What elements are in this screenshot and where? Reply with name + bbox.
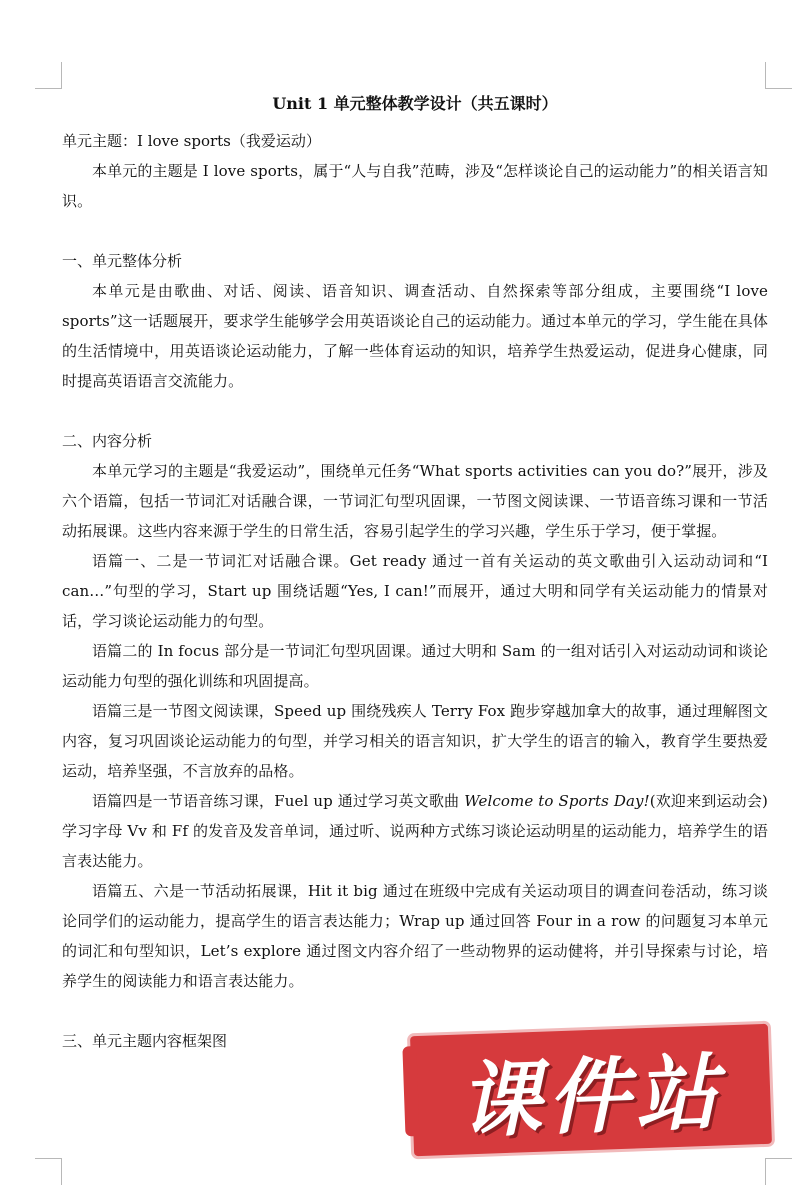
content-paragraph-5 [62,786,768,876]
paragraph-5-rest: (欢迎来到运动会)学习字母 Vv 和 Ff 的发音及发音单词，通过听、说两种方式练习谈论运动明星的运动能力，培养学生的语言表达能力。 [62,792,768,870]
page-corner-mark [765,62,792,89]
page-corner-mark [35,1158,62,1185]
content-paragraph-2: 语篇一、二是一节词汇对话融合课。Get ready 通过一首有关运动的英文歌曲引入运动动词和“I can…”句型的学习，Start up 围绕话题“Yes, I can!”而展开，通过大明和同学有关运动能力的情景对话，学习谈论运动能力的句型。 [62,552,768,630]
watermark-text: 课件站 [457,1044,725,1150]
unit-theme-line: 单元主题：I love sports（我爱运动） [62,132,321,150]
section-heading-analysis: 一、单元整体分析 [62,252,183,270]
song-title: Welcome to Sports Day! [464,792,650,810]
section-heading-framework: 三、单元主题内容框架图 [62,1032,228,1050]
content-paragraph-4: 语篇三是一节图文阅读课，Speed up 围绕残疾人 Terry Fox 跑步穿越加拿大的故事，通过理解图文内容，复习巩固谈论运动能力的句型，并学习相关的语言知识，扩大学生的语言的输入，教育学生要热爱运动，培养坚强，不言放弃的品格。 [62,702,768,780]
watermark-stamp [410,1024,772,1156]
content-paragraph-6: 语篇五、六是一节活动拓展课，Hit it big 通过在班级中完成有关运动项目的调查问卷活动，练习谈论同学们的运动能力，提高学生的语言表达能力；Wrap up 通过回答 Four in a row 的问题复习本单元的词汇和句型知识，Let’s explore 通过图文内容介绍了一些动物界的运动健将，并引导探索与讨论，培养学生的阅读能力和语言表达能力。 [62,882,768,990]
analysis-paragraph: 本单元是由歌曲、对话、阅读、语音知识、调查活动、自然探索等部分组成，主要围绕“I love sports”这一话题展开，要求学生能够学会用英语谈论自己的运动能力。通过本单元的学习，学生能在具体的生活情境中，用英语谈论运动能力，了解一些体育运动的知识，培养学生热爱运动，促进身心健康，同时提高英语语言交流能力。 [62,282,768,390]
content-paragraph-3: 语篇二的 In focus 部分是一节词汇句型巩固课。通过大明和 Sam 的一组对话引入对运动动词和谈论运动能力句型的强化训练和巩固提高。 [62,642,768,690]
page-corner-mark [35,62,62,89]
intro-paragraph: 本单元的主题是 I love sports，属于“人与自我”范畴，涉及“怎样谈论自己的运动能力”的相关语言知识。 [62,162,768,210]
section-heading-content: 二、内容分析 [62,432,153,450]
document-page [62,92,768,1056]
page-title: Unit 1 单元整体教学设计（共五课时） [272,94,558,113]
content-paragraph-1: 本单元学习的主题是“我爱运动”，围绕单元任务“What sports activities can you do?”展开，涉及六个语篇，包括一节词汇对话融合课，一节词汇句型巩固课，一节图文阅读课、一节语音练习课和一节活动拓展课。这些内容来源于学生的日常生活，容易引起学生的学习兴趣，学生乐于学习，便于掌握。 [62,462,768,540]
paragraph-5-lead: 语篇四是一节语音练习课，Fuel up 通过学习英文歌曲 [92,792,465,810]
page-corner-mark [765,1158,792,1185]
